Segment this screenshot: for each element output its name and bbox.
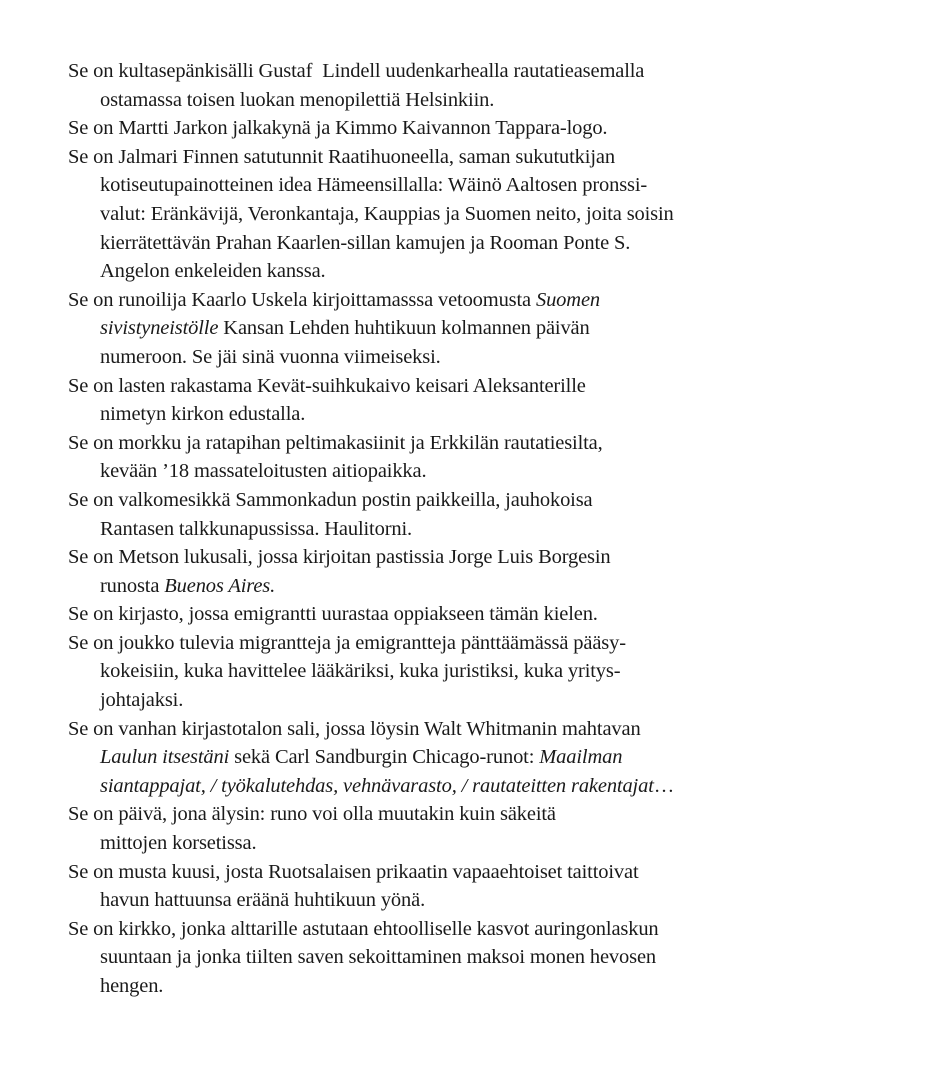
- text-segment: suuntaan ja jonka tiilten saven sekoittaminen maksoi monen hevosen: [100, 946, 657, 969]
- text-segment: Rantasen talkkunapussissa. Haulitorni.: [100, 517, 413, 540]
- text-segment: kierrätettävän Prahan Kaarlen-sillan kamujen ja Rooman Ponte S.: [100, 231, 631, 254]
- text-segment: johtajaksi.: [100, 689, 184, 712]
- stanza-continuation-line: [68, 314, 868, 343]
- stanza: [68, 915, 868, 1001]
- text-segment: Se on lasten rakastama Kevät-suihkukaivo keisari Aleksanterille: [68, 374, 586, 397]
- text-segment: Se on kirjasto, jossa emigrantti uurastaa oppiakseen tämän kielen.: [68, 603, 598, 626]
- text-segment: Se on morkku ja ratapihan peltimakasiinit ja Erkkilän rautatiesilta,: [68, 431, 603, 454]
- stanza-continuation-line: [68, 829, 868, 858]
- text-segment: ostamassa toisen luokan menopilettiä Helsinkiin.: [100, 88, 495, 111]
- stanza-first-line: [68, 800, 868, 829]
- stanza: [68, 286, 868, 372]
- text-segment: Se on Jalmari Finnen satutunnit Raatihuoneella, saman sukututkijan: [68, 145, 615, 168]
- stanza: [68, 143, 868, 286]
- poem-page: [68, 57, 868, 1001]
- stanza-continuation-line: [68, 171, 868, 200]
- stanza-continuation-line: [68, 886, 868, 915]
- text-segment: havun hattuunsa eräänä huhtikuun yönä.: [100, 889, 426, 912]
- text-segment: Se on kirkko, jonka alttarille astutaan ehtoolliselle kasvot auringonlaskun: [68, 917, 659, 940]
- stanza: [68, 372, 868, 429]
- text-segment: kevään ’18 massateloitusten aitiopaikka.: [100, 460, 427, 483]
- stanza: [68, 858, 868, 915]
- stanza-continuation-line: [68, 743, 868, 772]
- stanza-first-line: [68, 429, 868, 458]
- text-segment: kokeisiin, kuka havittelee lääkäriksi, kuka juristiksi, kuka yritys-: [100, 660, 621, 683]
- text-segment: Se on runoilija Kaarlo Uskela kirjoittamasssa vetoomusta: [68, 288, 536, 311]
- text-segment: nimetyn kirkon edustalla.: [100, 403, 306, 426]
- text-segment: Angelon enkeleiden kanssa.: [100, 260, 326, 283]
- stanza-continuation-line: [68, 972, 868, 1001]
- text-segment: Se on Martti Jarkon jalkakynä ja Kimmo Kaivannon Tappara-logo.: [68, 117, 608, 140]
- stanza-first-line: [68, 543, 868, 572]
- stanza: [68, 486, 868, 543]
- stanza: [68, 543, 868, 600]
- stanza-continuation-line: [68, 200, 868, 229]
- stanza-first-line: [68, 114, 868, 143]
- italic-title-text: Suomen: [535, 288, 600, 311]
- text-segment: Se on vanhan kirjastotalon sali, jossa löysin Walt Whitmanin mahtavan: [68, 717, 641, 740]
- italic-title-text: siantappajat, / työkalutehdas, vehnävarasto, / rautateitten rakentajat: [100, 774, 654, 797]
- text-segment: runosta: [100, 574, 165, 597]
- stanza: [68, 600, 868, 629]
- text-segment: Se on valkomesikkä Sammonkadun postin paikkeilla, jauhokoisa: [68, 488, 593, 511]
- text-segment: Se on Metson lukusali, jossa kirjoitan pastissia Jorge Luis Borgesin: [68, 546, 611, 569]
- stanza: [68, 57, 868, 114]
- stanza-first-line: [68, 57, 868, 86]
- stanza-continuation-line: [68, 943, 868, 972]
- text-segment: …: [653, 774, 675, 797]
- stanza: [68, 429, 868, 486]
- stanza-continuation-line: [68, 657, 868, 686]
- stanza-continuation-line: [68, 772, 868, 801]
- stanza: [68, 629, 868, 715]
- stanza-first-line: [68, 372, 868, 401]
- stanza-first-line: [68, 858, 868, 887]
- text-segment: kotiseutupainotteinen idea Hämeensillalla: Wäinö Aaltosen pronssi-: [100, 174, 648, 197]
- italic-title-text: Laulun itsestäni: [100, 746, 230, 769]
- stanza: [68, 800, 868, 857]
- stanza-continuation-line: [68, 257, 868, 286]
- text-segment: numeroon. Se jäi sinä vuonna viimeiseksi.: [100, 345, 441, 368]
- stanza-first-line: [68, 715, 868, 744]
- italic-title-text: sivistyneistölle: [100, 317, 219, 340]
- stanza: [68, 114, 868, 143]
- stanza: [68, 715, 868, 801]
- text-segment: Se on kultasepänkisälli Gustaf Lindell uudenkarhealla rautatieasemalla: [68, 60, 645, 82]
- text-segment: sekä Carl Sandburgin Chicago-runot:: [229, 746, 540, 769]
- stanza-continuation-line: [68, 515, 868, 544]
- text-segment: hengen.: [100, 975, 164, 997]
- stanza-continuation-line: [68, 343, 868, 372]
- stanza-continuation-line: [68, 400, 868, 429]
- stanza-first-line: [68, 915, 868, 944]
- text-segment: Se on joukko tulevia migrantteja ja emigrantteja pänttäämässä pääsy-: [68, 631, 626, 654]
- text-segment: Kansan Lehden huhtikuun kolmannen päivän: [218, 317, 590, 340]
- stanza-first-line: [68, 143, 868, 172]
- text-segment: mittojen korsetissa.: [100, 832, 257, 855]
- text-segment: valut: Eränkävijä, Veronkantaja, Kauppias ja Suomen neito, joita soisin: [100, 202, 674, 225]
- stanza-first-line: [68, 286, 868, 315]
- italic-title-text: Maailman: [539, 746, 623, 769]
- stanza-continuation-line: [68, 86, 868, 115]
- italic-title-text: Buenos Aires.: [164, 574, 276, 597]
- stanza-first-line: [68, 629, 868, 658]
- stanza-continuation-line: [68, 457, 868, 486]
- stanza-continuation-line: [68, 572, 868, 601]
- stanza-continuation-line: [68, 229, 868, 258]
- stanza-first-line: [68, 600, 868, 629]
- text-segment: Se on musta kuusi, josta Ruotsalaisen prikaatin vapaaehtoiset taittoivat: [68, 860, 639, 883]
- stanza-continuation-line: [68, 686, 868, 715]
- text-segment: Se on päivä, jona älysin: runo voi olla muutakin kuin säkeitä: [68, 803, 556, 826]
- stanza-first-line: [68, 486, 868, 515]
